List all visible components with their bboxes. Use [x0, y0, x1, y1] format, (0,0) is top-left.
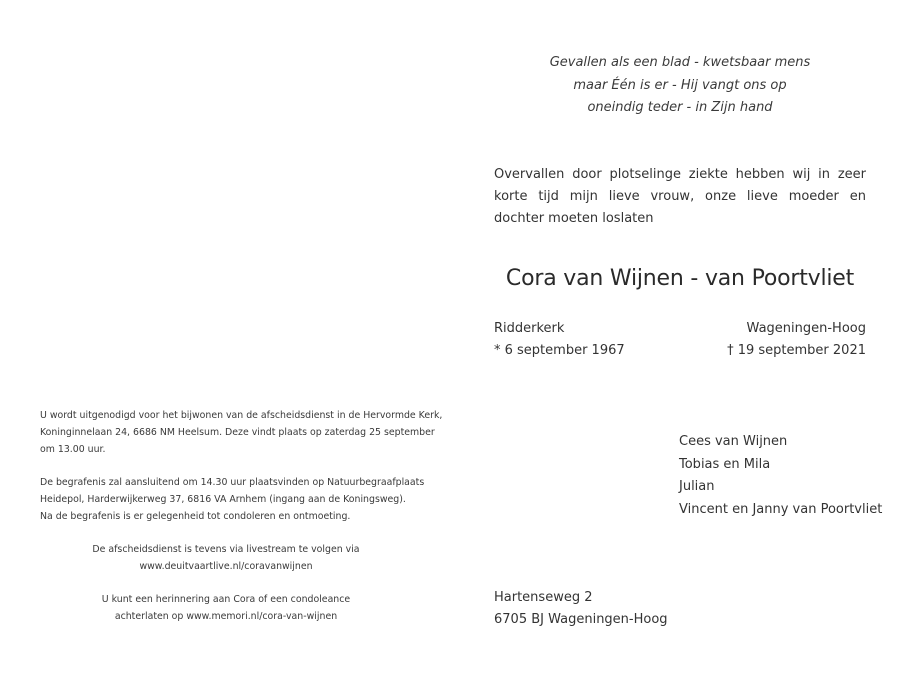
service-info [40, 408, 443, 458]
memori-text: U kunt een herinnering aan Cora of een condoleance [101, 594, 351, 605]
poem-line: maar Één is er - Hij vangt ons op [573, 77, 787, 93]
memori-info [40, 592, 412, 626]
burial-info [40, 475, 425, 525]
address [494, 587, 668, 631]
family-member: Julian [679, 479, 715, 494]
service-line: Koninginnelaan 24, 6686 NM Heelsum. Deze vindt plaats op zaterdag 25 september [40, 426, 435, 438]
poem-line: Gevallen als een blad - kwetsbaar mens [549, 55, 811, 70]
burial-line: Heidepol, Harderwijkerweg 37, 6816 VA Arnhem (ingang aan de Koningsweg). [40, 493, 406, 505]
family-member: Vincent en Janny van Poortvliet [679, 501, 883, 517]
memori-url: achterlaten op www.memori.nl/cora-van-wijnen [114, 610, 338, 622]
family-member: Tobias en Mila [679, 456, 771, 472]
service-line: U wordt uitgenodigd voor het bijwonen van de afscheidsdienst in de Hervormde Kerk, [40, 410, 443, 421]
livestream-url: www.deuitvaartlive.nl/coravanwijnen [139, 560, 313, 572]
intro-text: Overvallen door plotselinge ziekte hebben wij in zeer korte tijd mijn lieve vrouw, onze lieve moeder en dochter moeten loslaten [494, 167, 866, 226]
family-list [679, 431, 882, 521]
birth-date: * 6 september 1967 [494, 343, 625, 358]
livestream-info [40, 542, 412, 576]
livestream-text: De afscheidsdienst is tevens via livestream te volgen via [92, 544, 360, 555]
poem-line: oneindig teder - in Zijn hand [587, 100, 773, 115]
birth-place: Ridderkerk [494, 321, 565, 336]
address-street: Hartenseweg 2 [494, 590, 593, 605]
burial-line: Na de begrafenis is er gelegenheid tot condoleren en ontmoeting. [40, 510, 351, 522]
deceased-name: Cora van Wijnen - van Poortvliet [505, 266, 855, 291]
death-date: † 19 september 2021 [727, 343, 866, 358]
burial-line: De begrafenis zal aansluitend om 14.30 uur plaatsvinden op Natuurbegraafplaats [40, 477, 425, 488]
family-member: Cees van Wijnen [679, 434, 788, 449]
address-postal-city: 6705 BJ Wageningen-Hoog [494, 612, 668, 627]
death-place: Wageningen-Hoog [746, 321, 866, 336]
service-line: om 13.00 uur. [40, 443, 106, 455]
poem [470, 52, 890, 120]
